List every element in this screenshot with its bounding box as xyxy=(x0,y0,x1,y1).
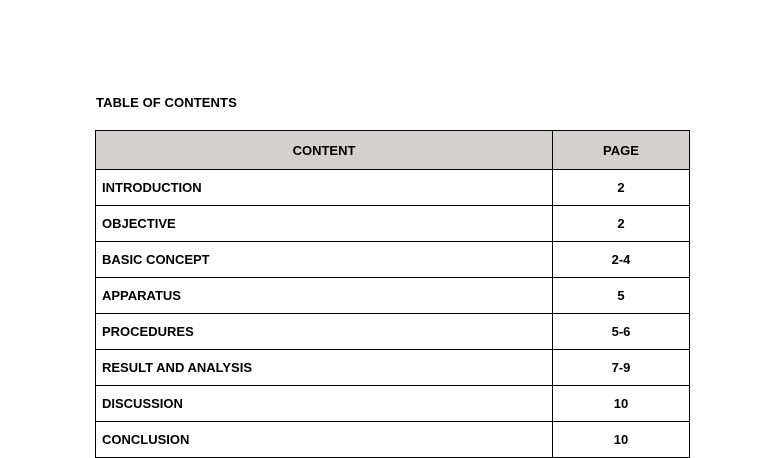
page-column-header: PAGE xyxy=(553,131,690,170)
toc-entry-page: 10 xyxy=(553,422,690,458)
toc-heading: TABLE OF CONTENTS xyxy=(96,95,237,110)
toc-entry-title: RESULT AND ANALYSIS xyxy=(96,350,553,386)
toc-entry-title: INTRODUCTION xyxy=(96,170,553,206)
toc-entry-page: 5-6 xyxy=(553,314,690,350)
toc-entry-title: DISCUSSION xyxy=(96,386,553,422)
toc-entry-title: PROCEDURES xyxy=(96,314,553,350)
table-row xyxy=(96,170,690,206)
toc-table xyxy=(95,130,690,458)
toc-entry-page: 10 xyxy=(553,386,690,422)
content-column-header: CONTENT xyxy=(96,131,553,170)
table-row xyxy=(96,206,690,242)
table-row xyxy=(96,386,690,422)
table-row xyxy=(96,278,690,314)
toc-entry-page: 2 xyxy=(553,206,690,242)
toc-header-row xyxy=(96,131,690,170)
toc-entry-page: 7-9 xyxy=(553,350,690,386)
table-row xyxy=(96,422,690,458)
table-row xyxy=(96,242,690,278)
toc-entry-title: OBJECTIVE xyxy=(96,206,553,242)
table-row xyxy=(96,350,690,386)
toc-entry-page: 2 xyxy=(553,170,690,206)
toc-entry-title: BASIC CONCEPT xyxy=(96,242,553,278)
table-row xyxy=(96,314,690,350)
toc-entry-title: APPARATUS xyxy=(96,278,553,314)
toc-entry-page: 2-4 xyxy=(553,242,690,278)
toc-entry-title: CONCLUSION xyxy=(96,422,553,458)
toc-entry-page: 5 xyxy=(553,278,690,314)
